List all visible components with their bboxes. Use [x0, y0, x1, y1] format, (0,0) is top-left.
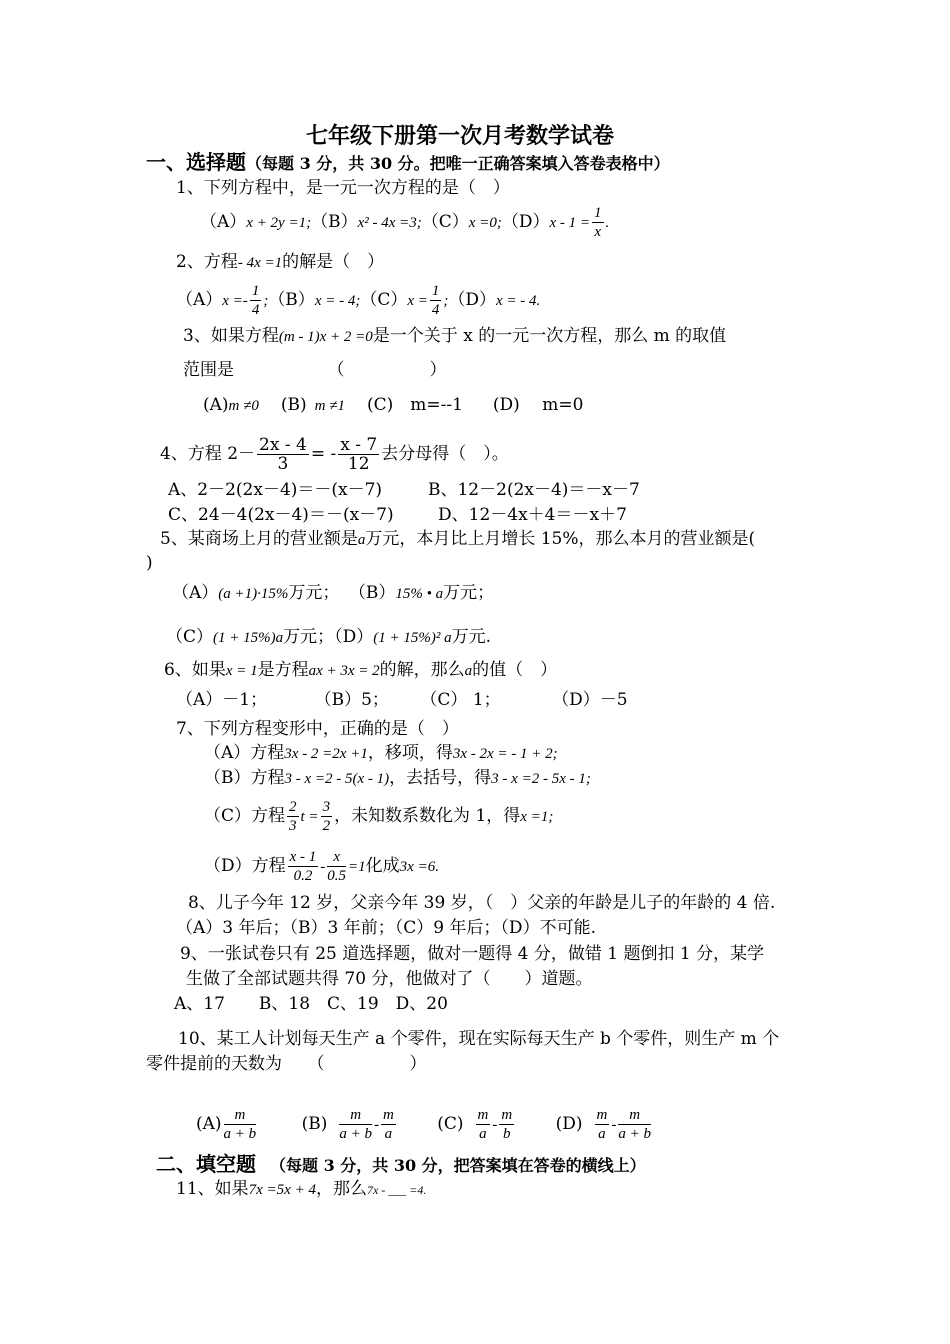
q5-option-c-unit: 万元； — [283, 627, 335, 647]
question-6-stem — [164, 658, 557, 683]
q6-math-3: a — [464, 663, 473, 679]
q7-c-math-2: x =1; — [520, 809, 554, 825]
q11-stem-mid: ，那么 — [315, 1179, 367, 1199]
q5-option-a: (a +1)·15% — [218, 586, 289, 602]
question-5-options-cd — [166, 625, 491, 650]
q10-b-n1: m — [339, 1106, 372, 1125]
q6-stem-pre: 6、如果 — [164, 660, 226, 680]
q3-option-a: m ≠0 — [228, 398, 259, 414]
q7-b-math-1: 3 - x =2 - 5(x - 1) — [284, 771, 390, 787]
q11-math-1: 7x =5x + 4 — [248, 1182, 316, 1198]
q5-option-c-label: （C） — [166, 627, 214, 647]
q7-c-f2-num: 3 — [322, 799, 331, 815]
q4-f2-num: x - 7 — [340, 435, 378, 455]
question-8-options: （A）3 年后；（B）3 年前；（C）9 年后；（D）不可能. — [176, 918, 596, 938]
q10-a-fraction — [224, 1106, 257, 1143]
q5-option-b: 15% • a — [395, 586, 444, 602]
q7-d-minus: - — [320, 859, 326, 875]
q10-c-n1: m — [477, 1107, 489, 1123]
question-6-options — [176, 688, 628, 712]
q7-option-c — [204, 798, 553, 835]
q7-c-f2-den: 2 — [322, 818, 331, 834]
q10-option-d — [556, 1106, 653, 1143]
q7-a-mid: ，移项，得 — [367, 743, 453, 763]
section-1-title: 一、选择题 — [146, 150, 246, 174]
q6-stem-mid-2: 的解，那么 — [379, 660, 465, 680]
q10-d-d2: a + b — [618, 1126, 651, 1142]
question-9-options: A、17 B、18 C、19 D、20 — [174, 994, 448, 1014]
question-10-options — [196, 1106, 653, 1143]
q7-d-pre: （D）方程 — [204, 856, 286, 876]
question-3-options — [203, 393, 583, 418]
q10-c-n2: m — [501, 1107, 513, 1123]
q5-stem-post: 万元，本月比上月增长 15%，那么本月的营业额是( — [365, 529, 756, 549]
q4-option-d: D、12－4x＋4＝－x＋7 — [438, 505, 627, 525]
q7-d-fraction-2 — [327, 848, 346, 885]
q4-option-a: A、2－2(2x－4)＝－(x－7) — [168, 480, 383, 500]
q1-d-denominator: x — [594, 224, 602, 240]
q6-option-c: （C） 1； — [428, 690, 501, 710]
q6-stem-post: 的值（ ） — [472, 660, 558, 680]
question-10-stem-2: 零件提前的天数为 （ ） — [146, 1054, 427, 1074]
q10-b-d1: a + b — [339, 1126, 372, 1142]
q4-fraction-1 — [257, 436, 309, 473]
q10-b-d2: a — [384, 1126, 393, 1142]
q5-option-a-label: （A） — [172, 583, 219, 603]
question-5-stem-tail: ) — [146, 553, 153, 573]
q10-c-fraction-1 — [476, 1106, 491, 1143]
q10-d-n2: m — [618, 1106, 651, 1125]
q1-option-a-label: （A） — [200, 212, 247, 232]
q5-option-d-unit: 万元. — [451, 627, 492, 647]
q3-option-b: m ≠1 — [314, 398, 345, 414]
q4-f2-den: 12 — [347, 454, 370, 474]
q2-c-post: ; — [443, 293, 449, 309]
q4-fraction-2 — [338, 436, 379, 473]
q1-d-period: . — [605, 215, 610, 231]
q3-stem-post: 是一个关于 x 的一元一次方程，那么 m 的取值 — [372, 326, 727, 346]
q2-stem-math: - 4x =1 — [237, 255, 283, 271]
q6-math-2: ax + 3x = 2 — [308, 663, 380, 679]
q6-option-d-label: （D） — [560, 690, 600, 710]
question-2-stem — [176, 250, 384, 275]
q2-c-num: 1 — [431, 283, 440, 299]
q4-stem-pre: 4、方程 2－ — [160, 444, 256, 464]
q7-c-fraction-2 — [321, 798, 333, 835]
q10-b-fraction-1 — [339, 1106, 372, 1143]
q10-c-fraction-2 — [499, 1106, 514, 1143]
q6-option-b: （B）5； — [323, 690, 389, 710]
q10-option-b — [302, 1106, 398, 1143]
q6-math-1: x = 1 — [225, 663, 258, 679]
q1-option-b: x² - 4x =3; — [357, 215, 422, 231]
q10-c-label: (C) — [437, 1114, 464, 1134]
q10-c-minus: - — [492, 1117, 498, 1133]
question-11-stem — [176, 1177, 426, 1202]
q11-math-2: 7x - ___ =4. — [366, 1183, 427, 1197]
q2-stem-post: 的解是（ ） — [282, 252, 385, 272]
section-2-note: （每题 3 分，共 30 分，把答案填在答卷的横线上） — [270, 1156, 646, 1175]
q7-d-f2-num: x — [327, 848, 346, 867]
q2-option-d: x = - 4. — [496, 293, 541, 309]
q10-d-fraction-2 — [618, 1106, 651, 1143]
q7-b-pre: （B）方程 — [204, 768, 285, 788]
q10-d-fraction-1 — [595, 1106, 610, 1143]
q6-stem-mid: 是方程 — [257, 660, 309, 680]
q1-option-d: x - 1 = — [549, 215, 590, 231]
question-2-options — [176, 282, 540, 319]
q5-option-d: (1 + 15%)² a — [373, 630, 452, 646]
q7-a-math-2: 3x - 2x = - 1 + 2; — [452, 746, 558, 762]
q5-stem-pre: 5、某商场上月的营业额是 — [160, 529, 358, 549]
q7-option-b — [204, 766, 591, 791]
q10-d-n1: m — [596, 1107, 608, 1123]
q10-option-c — [437, 1106, 516, 1143]
question-3-stem — [183, 324, 726, 349]
question-3-stem-2: 范围是 （ ） — [183, 360, 447, 380]
q2-option-c-label: （C） — [360, 290, 408, 310]
q7-a-math-1: 3x - 2 =2x +1 — [284, 746, 368, 762]
q2-option-b: x = - 4; — [314, 293, 361, 309]
q5-option-b-label: （B） — [357, 583, 396, 603]
q10-b-n2: m — [382, 1107, 394, 1123]
q4-f1-den: 3 — [277, 454, 289, 474]
q3-stem-math: (m - 1)x + 2 =0 — [278, 329, 373, 345]
q7-d-mid: 化成 — [365, 856, 400, 876]
q2-a-post: ; — [263, 293, 269, 309]
question-9-stem-2: 生做了全部试题共得 70 分，他做对了（ ）道题。 — [186, 969, 593, 989]
q10-b-minus: - — [373, 1117, 379, 1133]
q6-option-d: －5 — [599, 690, 628, 710]
q4-option-c: C、24－4(2x－4)＝－(x－7) — [168, 505, 394, 525]
q1-option-d-label: （D） — [501, 212, 550, 232]
q7-c-mid: ，未知数系数化为 1，得 — [334, 806, 521, 826]
q7-a-pre: （A）方程 — [204, 743, 285, 763]
q3-option-b-label: (B) — [280, 395, 307, 415]
q1-d-numerator: 1 — [594, 205, 602, 221]
section-1-note: （每题 3 分，共 30 分。把唯一正确答案填入答卷表格中） — [246, 154, 670, 173]
q10-d-d1: a — [598, 1126, 606, 1142]
q7-option-d — [204, 848, 439, 885]
q10-b-fraction-2 — [381, 1106, 396, 1143]
q6-option-a-label: （A） — [176, 690, 223, 710]
question-1-options — [200, 204, 609, 241]
page-title: 七年级下册第一次月考数学试卷 — [306, 123, 615, 149]
q10-a-label: (A) — [196, 1114, 222, 1134]
q4-mid: = - — [310, 444, 337, 464]
q1-option-c: x =0; — [468, 215, 502, 231]
q6-option-a: －1； — [222, 690, 268, 710]
q5-option-c: (1 + 15%)a — [213, 630, 284, 646]
q10-d-minus: - — [611, 1117, 617, 1133]
q5-option-a-unit: 万元； — [288, 583, 340, 603]
q4-option-b: B、12－2(2x－4)＝－x－7 — [428, 480, 640, 500]
question-1-stem-text: 1、下列方程中，是一元一次方程的是（ ） — [176, 178, 510, 198]
q7-c-pre: （C）方程 — [204, 806, 286, 826]
q5-option-b-unit: 万元； — [443, 583, 495, 603]
q3-option-d: (D) m=0 — [492, 395, 584, 415]
q7-c-f1-den: 3 — [289, 818, 297, 834]
q1-option-a: x + 2y =1; — [246, 215, 312, 231]
q10-b-label: (B) — [301, 1114, 328, 1134]
q7-c-fraction-1 — [287, 798, 299, 835]
q7-b-mid: ，去括号，得 — [389, 768, 492, 788]
section-1-heading — [146, 150, 670, 176]
question-7-stem: 7、下列方程变形中，正确的是（ ） — [176, 719, 459, 739]
q1-option-b-label: （B） — [311, 212, 358, 232]
q5-option-d-label: （D） — [334, 627, 374, 647]
question-5-stem — [160, 527, 755, 552]
q2-option-d-label: （D） — [448, 290, 497, 310]
q10-a-num: m — [224, 1106, 257, 1125]
q5-var: a — [357, 532, 366, 548]
q2-option-a: x =- — [222, 293, 248, 309]
q10-c-d2: b — [503, 1126, 511, 1142]
q2-c-fraction — [430, 282, 442, 319]
q7-b-math-2: 3 - x =2 - 5x - 1; — [491, 771, 591, 787]
q7-d-f1-den: 0.2 — [293, 868, 313, 884]
question-9-stem-1: 9、一张试卷只有 25 道选择题，做对一题得 4 分，做错 1 题倒扣 1 分，某学 — [180, 944, 765, 964]
q10-d-label: (D) — [555, 1114, 583, 1134]
q7-d-f1-num: x - 1 — [289, 849, 317, 865]
section-2-heading — [156, 1152, 646, 1178]
q3-stem-pre: 3、如果方程 — [183, 326, 279, 346]
q11-stem-pre: 11、如果 — [176, 1179, 249, 1199]
q7-d-math-2: 3x =6. — [399, 859, 439, 875]
q7-c-f1-num: 2 — [289, 799, 297, 815]
q1-option-c-label: （C） — [421, 212, 469, 232]
q2-c-den: 4 — [431, 302, 440, 318]
q3-option-c: (C) m=--1 — [366, 395, 463, 415]
q2-a-den: 4 — [251, 302, 260, 318]
q4-f1-num: 2x - 4 — [259, 435, 307, 455]
q2-stem-pre: 2、方程 — [176, 252, 238, 272]
question-5-options-ab — [172, 581, 494, 606]
q3-option-a-label: (A) — [203, 395, 229, 415]
question-8-stem: 8、儿子今年 12 岁，父亲今年 39 岁，（ ）父亲的年龄是儿子的年龄的 4 倍. — [188, 893, 776, 913]
q2-option-a-label: （A） — [176, 290, 223, 310]
q7-c-t: t = — [300, 809, 319, 825]
section-2-title: 二、填空题 — [156, 1152, 256, 1176]
q1-option-d-fraction — [592, 204, 604, 241]
q4-stem-post: 去分母得（ ）。 — [381, 444, 509, 464]
q2-a-num: 1 — [251, 283, 260, 299]
q2-option-b-label: （B） — [268, 290, 315, 310]
question-4-stem — [160, 436, 509, 473]
q2-option-c: x = — [407, 293, 428, 309]
q10-a-den: a + b — [223, 1126, 257, 1142]
q7-d-fraction-1 — [288, 848, 319, 885]
q10-c-d1: a — [479, 1126, 487, 1142]
question-10-stem-1: 10、某工人计划每天生产 a 个零件，现在实际每天生产 b 个零件，则生产 m 个 — [178, 1029, 780, 1049]
q7-d-f2-den: 0.5 — [327, 868, 347, 884]
q7-d-eq: =1 — [348, 859, 366, 875]
q2-a-fraction — [250, 282, 262, 319]
q7-option-a — [204, 741, 558, 766]
q10-option-a — [196, 1106, 258, 1143]
